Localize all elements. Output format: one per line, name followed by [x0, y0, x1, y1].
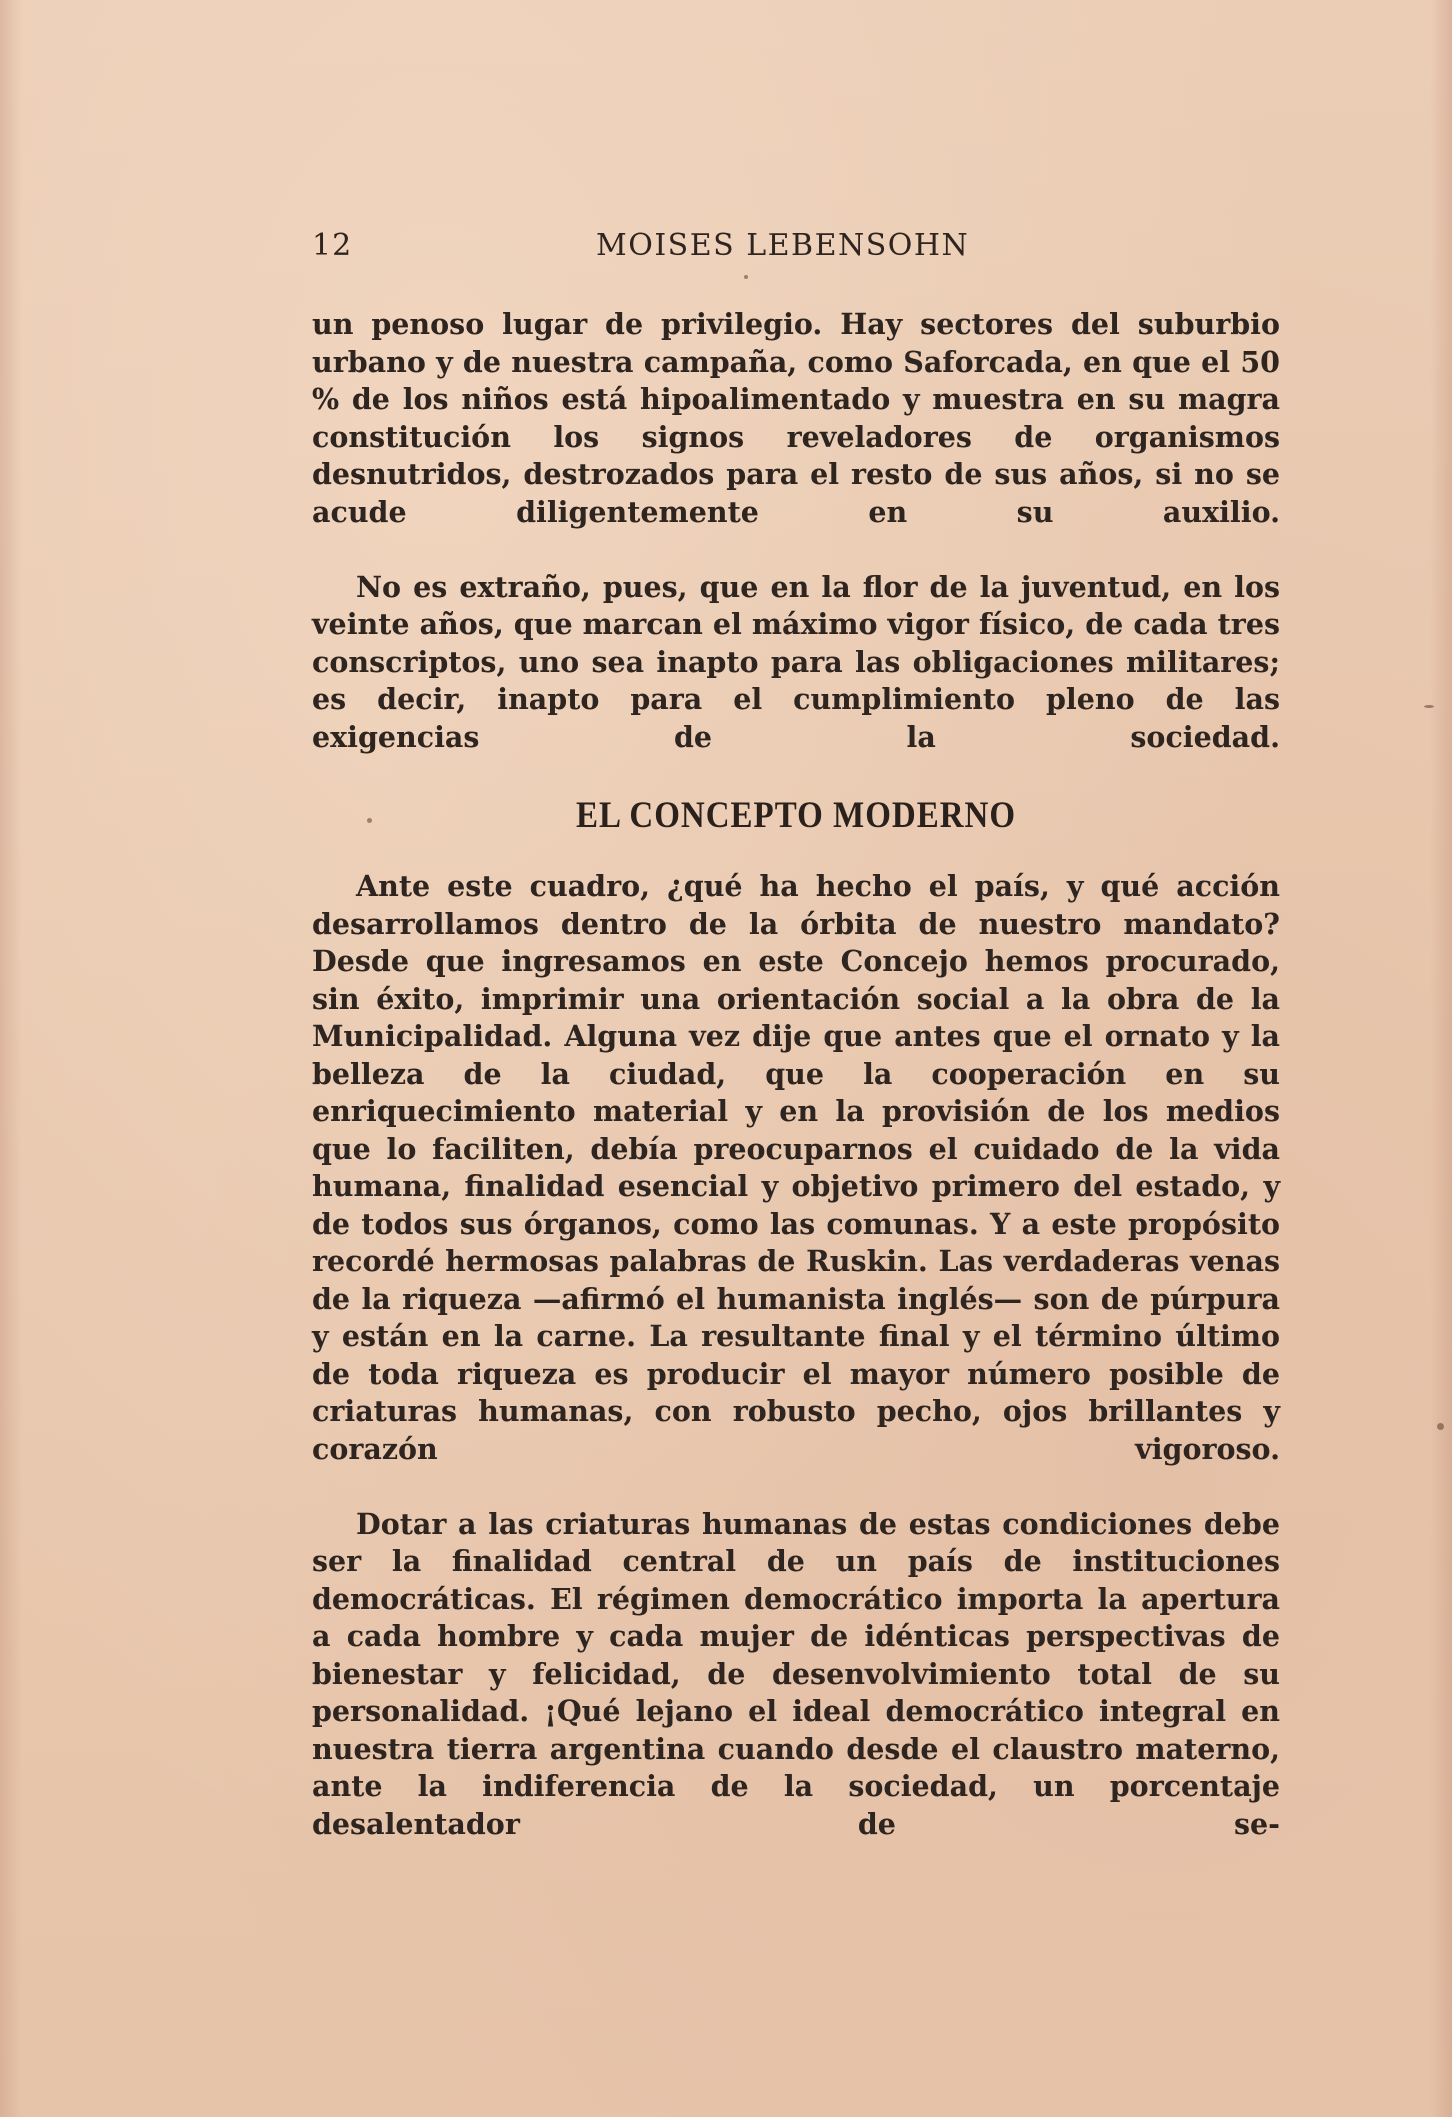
paragraph: Dotar a las criaturas humanas de estas condiciones debe ser la finalidad central de un país de instituciones democráticas. El régimen democrático importa la apertura a cada hombre y cada mujer de idénticas perspectivas de bienestar y felicidad, de desenvolvimiento total de su personalidad. ¡Qué lejano el ideal democrático integral en nuestra tierra argentina cuando desde el claustro materno, ante la indiferencia de la sociedad, un porcentaje desalentador de se-: [312, 1506, 1280, 1841]
page-header: [312, 228, 1282, 268]
paragraph: No es extraño, pues, que en la flor de la juventud, en los veinte años, que marcan el máximo vigor físico, de cada tres conscriptos, uno sea inapto para las obligaciones militares; es decir, inapto para el cumplimiento pleno de las exigencias de la sociedad.: [312, 569, 1280, 754]
page-edge-right: [1430, 0, 1452, 2117]
paper-speck: [1424, 705, 1434, 708]
page-number: 12: [312, 228, 353, 263]
paper-speck: [744, 275, 748, 279]
paragraph: un penoso lugar de privilegio. Hay sectores del suburbio urbano y de nuestra campaña, como Saforcada, en que el 50 % de los niños está hipoalimentado y muestra en su magra constitución los signos reveladores de organismos desnutridos, destrozados para el resto de sus años, si no se acude diligentemente en su auxilio.: [312, 307, 1280, 529]
paragraph: Ante este cuadro, ¿qué ha hecho el país, y qué acción desarrollamos dentro de la órbita de nuestro mandato? Desde que ingresamos en este Concejo hemos procurado, sin éxito, imprimir una orientación social a la obra de la Municipalidad. Alguna vez dije que antes que el ornato y la belleza de la ciudad, que la cooperación en su enriquecimiento material y en la provisión de los medios que lo faciliten, debía preocuparnos el cuidado de la vida humana, finalidad esencial y objetivo primero del estado, y de todos sus órganos, como las comunas. Y a este propósito recordé hermosas palabras de Ruskin. Las verdaderas venas de la riqueza —afirmó el humanista inglés— son de púrpura y están en la carne. La resultante final y el término último de toda riqueza es producir el mayor número posible de criaturas humanas, con robusto pecho, ojos brillantes y corazón vigoroso.: [312, 869, 1280, 1466]
text-block-before-heading: [312, 306, 1280, 794]
paper-speck: [367, 818, 372, 823]
text-block-after-heading: [312, 868, 1280, 1881]
running-title: MOISES LEBENSOHN: [596, 228, 970, 263]
page-edge-left: [0, 0, 22, 2117]
paper-speck: [1437, 1423, 1444, 1430]
section-heading: EL CONCEPTO MODERNO: [575, 795, 1017, 837]
